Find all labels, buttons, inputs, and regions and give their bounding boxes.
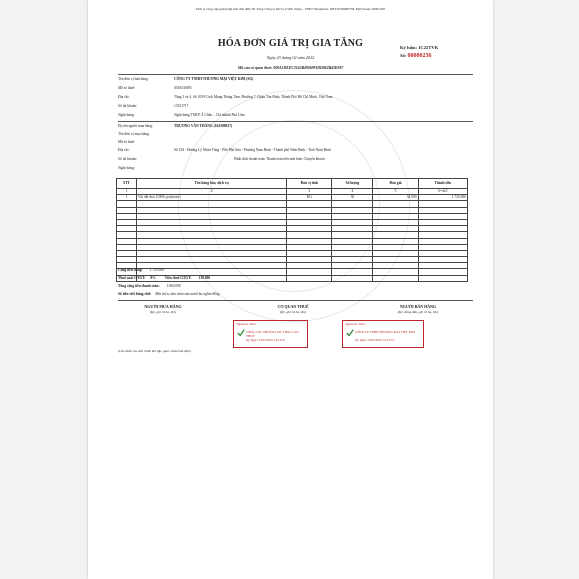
seller-tax-row [118,86,192,90]
series-label: Ký hiệu: 1C22TVK [400,45,439,50]
buyer-tax-row [118,140,174,144]
check-icon [237,329,245,337]
index-cell: 1 [117,189,137,195]
items-table [116,178,468,282]
buyer-org-row [118,132,174,136]
number-value: 00000236 [407,53,432,59]
seller-signature-date: Ký ngày: 23/02/2022 14:12:51 [355,338,395,342]
invoice-title: HÓA ĐƠN GIÁ TRỊ GIA TĂNG [217,38,364,49]
index-cell: 5 [373,189,418,195]
buyer-bank-row [118,166,174,170]
index-cell: 4 [332,189,373,195]
seller-tax-label: Mã số thuế: [118,86,135,90]
col-header: Đơn giá [373,179,418,189]
footer-note: (Cần kiểm tra, đối chiếu khi lập, giao, nhận hóa đơn) [118,349,191,353]
seller-address: Tầng 3 và 4, Số 1039 Cách Mạng Tháng Tám, Phường 7, Quận Tân Bình, Thành Phố Hồ Chí Minh, Việt Nam [174,95,333,99]
amount-words-row [118,292,220,296]
seller-name-row [118,77,253,81]
empty-cell [373,275,418,281]
items-body [117,189,468,282]
seller-account: 13331717 [174,104,189,108]
index-cell: 6=4x5 [418,189,467,195]
col-header: Đơn vị tính [287,179,332,189]
buyer-sign-heading: NGƯỜI MUA HÀNG [144,304,182,309]
tax-authority-code: Mã của cơ quan thuế: 000A1DEEC2162B4906991DD862B43D387 [237,66,344,70]
seller-sign-heading: NGƯỜI BÁN HÀNG [399,304,437,309]
subtotal-label: Cộng tiền hàng: [118,268,143,272]
seller-address-row [118,95,332,99]
buyer-account-row [118,157,325,161]
seller-signature-title: Signature Valid [345,322,365,326]
tax-signature-date: Ký ngày: 23/02/2022 14:13:01 [246,338,286,342]
col-header: Thành tiền [418,179,467,189]
buyer-tax-label: Mã số thuế: [118,140,135,144]
buyer-address: Số 194 - Đường Lý Nhân Tông - Phố Phú Sơn - Phường Nam Bình - Thành phố Ninh Bình - Tỉnh Ninh Bình [174,148,331,152]
seller-sign-sub: (Ký, đóng dấu, ghi rõ họ, tên) [397,310,439,314]
provider-note: Đơn vị cung cấp giải pháp hóa đơn điện tử: Tổng Công ty Dịch vụ Viễn thông - VNPT Vinaphone, MST:0106869738, Điện thoại:18001260 [196,7,385,11]
item-name: Vải dệt thoi (100% polyester) [136,195,286,201]
buyer-sign-sub: (Ký, ghi rõ họ, tên) [150,310,176,314]
buyer-address-row [118,148,331,152]
item-qty: 50 [332,195,373,201]
seller-account-row [118,104,188,108]
col-header: Tên hàng hóa, dịch vụ [136,179,286,189]
item-amount: 1.725.000 [418,195,467,201]
vat-amount: 138.000 [198,276,211,280]
invoice-page [88,0,493,579]
number-label: Số: [400,53,407,58]
tax-signature-name: TỔNG CỤC THUẾ/Ký bởi: TỔNG CỤC THUẾ [246,330,300,338]
amount-words: Một triệu, tám trăm sáu mươi ba nghìn đồng [155,292,220,296]
buyer-name-label: Họ tên người mua hàng: [118,124,153,128]
empty-cell [418,275,467,281]
table-header-row [117,179,468,189]
seller-account-label: Số tài khoản: [118,104,137,108]
buyer-account-label: Số tài khoản: [118,157,137,161]
invoice-series [400,44,438,60]
seller-tax: 0316330491 [174,86,192,90]
item-stt: 1 [117,195,137,201]
divider [118,74,473,75]
seller-signature-box [342,320,424,348]
seller-bank: Ngân hàng TMCP Á Châu – Chi nhánh Phú Lâm [174,113,245,117]
buyer-address-label: Địa chỉ: [118,148,130,152]
empty-cell [332,275,373,281]
seller-name-label: Tên đơn vị bán hàng: [118,77,149,81]
seller-name: CÔNG TY TNHH THƯƠNG MẠI VIỆT KIM (SG) [174,77,254,81]
tax-sign-heading: CƠ QUAN THUẾ [277,304,309,309]
item-price: 34.500 [373,195,418,201]
invoice-number [400,52,438,60]
total-value: 1.863.000 [166,284,181,288]
total-label: Tổng cộng tiền thanh toán: [118,284,160,288]
payment-method: Hình thức thanh toán: Thanh toán tiền mặt hoặc Chuyển khoản [234,157,325,161]
index-cell: 3 [287,189,332,195]
check-icon [346,329,354,337]
total-row [118,284,181,288]
col-header: STT [117,179,137,189]
vat-rate-label: Thuế suất GTGT: [118,276,146,280]
empty-cell [287,275,332,281]
amount-words-label: Số tiền viết bằng chữ: [118,292,152,296]
vat-amount-label: Tiền thuế GTGT: [164,276,192,280]
buyer-name: TRƯƠNG VĂN THẮNG (164389027) [174,124,233,128]
divider [118,121,473,122]
tax-signature-box [233,320,308,348]
vat-row [118,276,210,280]
seller-signature-name: CÔNG TY TNHH THƯƠNG MẠI VIỆT KIM [355,330,415,334]
seller-address-label: Địa chỉ: [118,95,130,99]
index-cell: 2 [136,189,286,195]
seller-bank-row [118,113,245,117]
buyer-bank-label: Ngân hàng: [118,166,135,170]
divider [118,300,473,301]
tax-sign-sub: (Ký, ghi rõ họ, tên) [280,310,306,314]
buyer-name-row [118,124,232,128]
subtotal-row [118,268,164,272]
buyer-org-label: Tên đơn vị mua hàng: [118,132,150,136]
subtotal-value: 1.725.000 [149,268,164,272]
col-header: Số lượng [332,179,373,189]
vat-rate: 8% [150,276,156,280]
invoice-date: Ngày 23 tháng 02 năm 2022 [266,55,315,60]
seller-bank-label: Ngân hàng: [118,113,135,117]
item-unit: KG [287,195,332,201]
tax-signature-title: Signature Valid [236,322,256,326]
